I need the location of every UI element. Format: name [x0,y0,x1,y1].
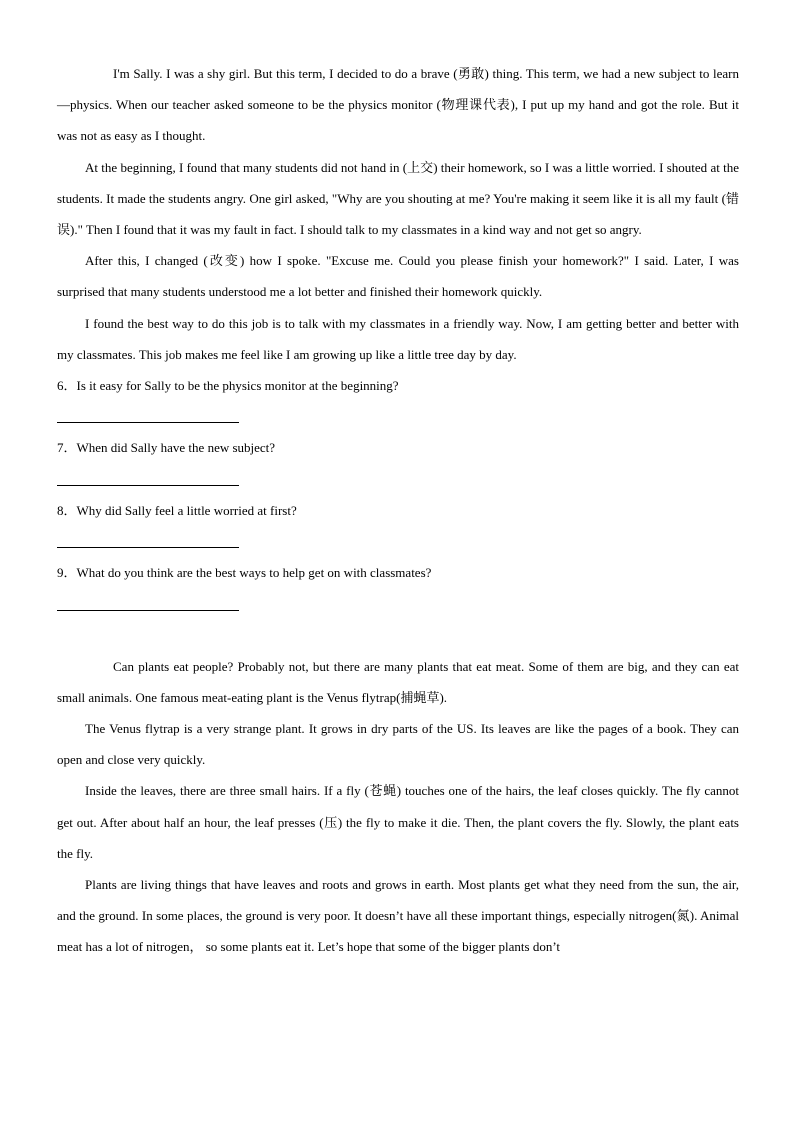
passage-paragraph: Can plants eat people? Probably not, but there are many plants that eat meat. Some of them are big, and they can eat small animals. One famous meat-eating plant is the Venus flytrap(捕蝇草). [57,658,739,705]
question-item [57,495,739,557]
passage-paragraph: After this, I changed (改变) how I spoke. "Excuse me. Could you please finish your homework?" I said. Later, I was surprised that many students understood me a lot better and finished their homework quickly. [57,253,739,300]
question-prompt: What do you think are the best ways to help get on with classmates? [76,565,432,581]
section-gap [57,620,739,651]
question-list [57,370,739,620]
question-prompt: Is it easy for Sally to be the physics monitor at the beginning? [76,378,399,394]
question-number: 9． [57,565,77,581]
document-page [57,58,739,963]
question-item [57,432,739,494]
passage-paragraph: I found the best way to do this job is to talk with my classmates in a friendly way. Now, I am getting better and better with my classmates. This job makes me feel like I am growing up like a little tree day by day. [57,315,739,362]
question-text [57,432,739,463]
passage-paragraph: Inside the leaves, there are three small hairs. If a fly (苍蝇) touches one of the hairs, the leaf closes quickly. The fly cannot get out. After about half an hour, the leaf presses (压) the fly to make it die. Then, the plant covers the fly. Slowly, the plant eats the fly. [57,783,739,861]
question-number: 6． [57,378,77,394]
question-prompt: When did Sally have the new subject? [76,440,276,456]
passage-venus-flytrap [57,651,739,963]
passage-paragraph: I'm Sally. I was a shy girl. But this term, I decided to do a brave (勇敢) thing. This term, we had a new subject to learn—physics. When our teacher asked someone to be the physics monitor (物理课代表), I put up my hand and got the role. But it was not as easy as I thought. [57,66,739,144]
question-number: 8． [57,502,77,518]
question-number: 7． [57,440,77,456]
question-item [57,370,739,432]
passage-paragraph: The Venus flytrap is a very strange plant. It grows in dry parts of the US. Its leaves are like the pages of a book. They can open and close very quickly. [57,721,739,768]
answer-blank[interactable] [57,401,239,432]
passage-paragraph: At the beginning, I found that many students did not hand in (上交) their homework, so I was a little worried. I shouted at the students. It made the students angry. One girl asked, "Why are you shouting at me? You're making it seem like it is all my fault (错误)." Then I found that it was my fault in fact. I should talk to my classmates in a kind way and not get so angry. [57,159,739,238]
passage-paragraph: Plants are living things that have leaves and roots and grows in earth. Most plants get what they need from the sun, the air, and the ground. In some places, the ground is very poor. It doesn’t have all these important things, especially nitrogen(氮). Animal meat has a lot of nitrogen， so some plants eat it. Let’s hope that some of the bigger plants don’t [57,877,739,955]
question-prompt: Why did Sally feel a little worried at first? [76,502,297,518]
answer-blank[interactable] [57,588,239,619]
question-text [57,495,739,526]
passage-sally [57,58,739,370]
question-text [57,370,739,401]
question-item [57,557,739,619]
question-text [57,557,739,588]
answer-blank[interactable] [57,526,239,557]
answer-blank[interactable] [57,464,239,495]
